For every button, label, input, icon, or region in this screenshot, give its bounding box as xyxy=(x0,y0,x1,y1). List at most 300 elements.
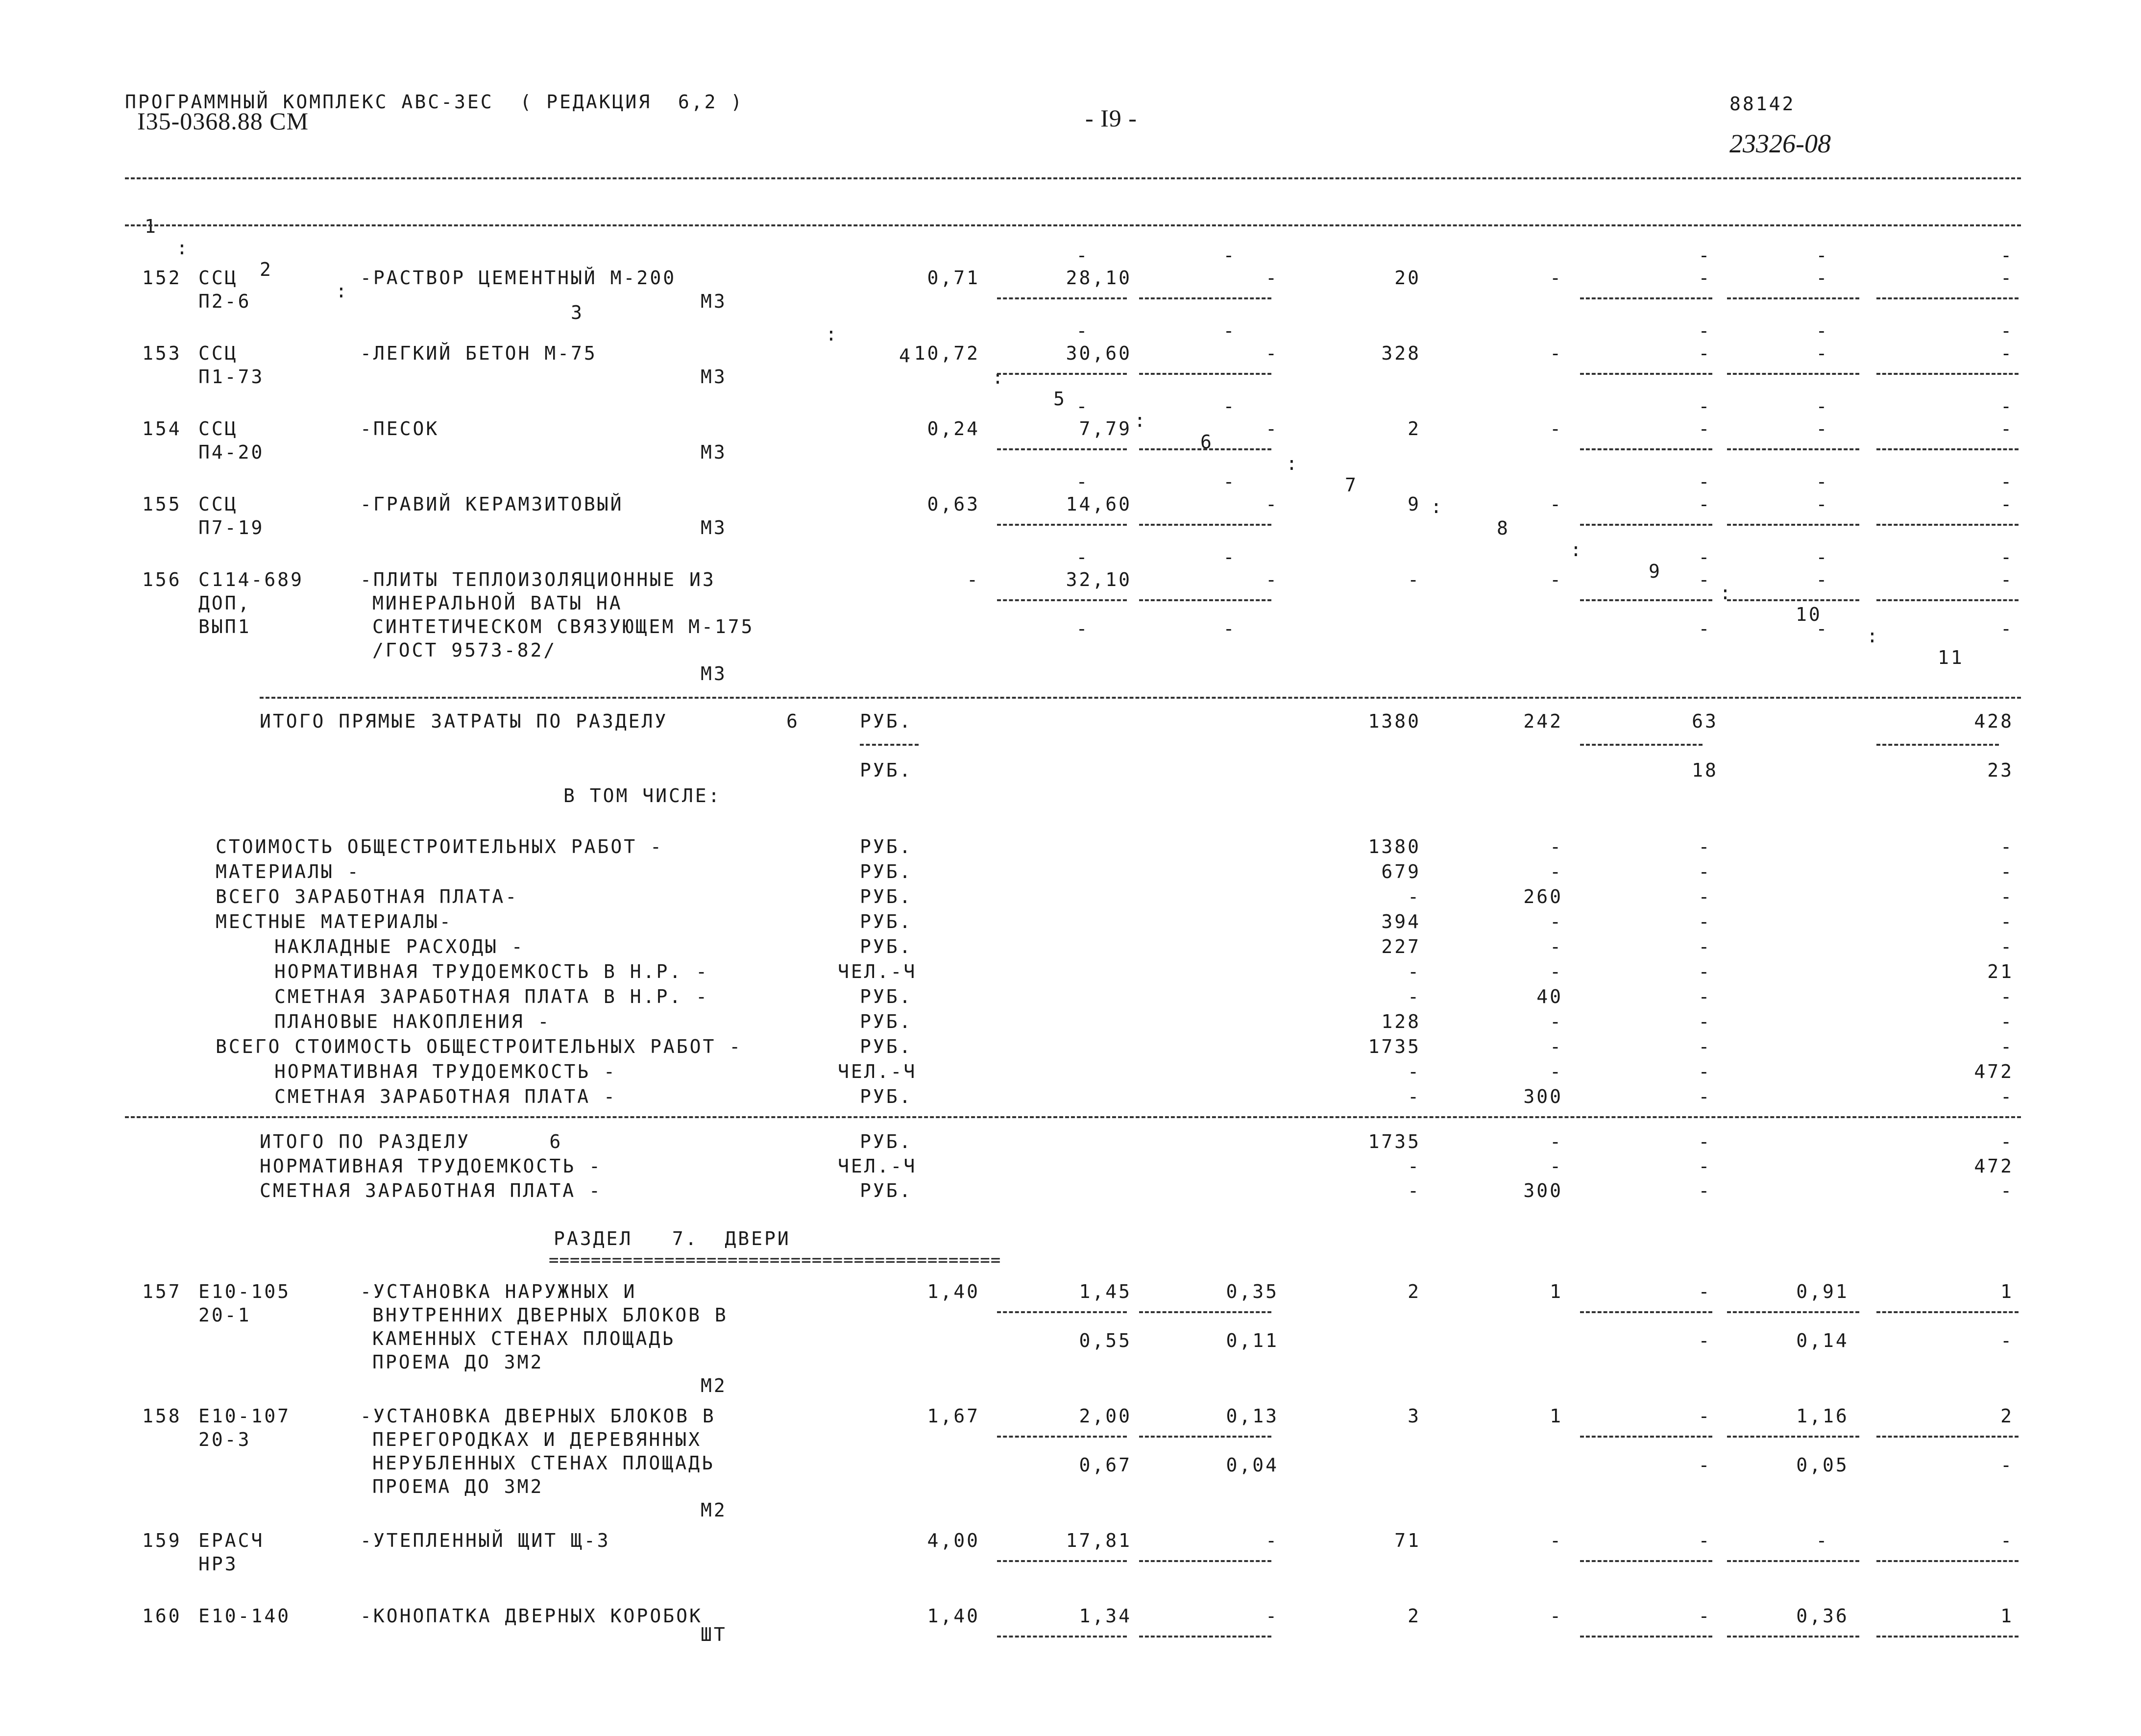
item-c7: - xyxy=(1408,569,1421,590)
cell-rule xyxy=(1876,1436,2019,1438)
col-4: 4 xyxy=(899,345,912,367)
item-number: 157 xyxy=(142,1281,182,1302)
top-mark: - xyxy=(2000,245,2014,266)
bottom-mark: - xyxy=(1698,618,1712,639)
col-1: 1 xyxy=(145,216,158,237)
item-description: /ГОСТ 9573-82/ xyxy=(372,639,557,661)
section-total-c11: - xyxy=(2000,1180,2014,1201)
item-c7: 20 xyxy=(1394,267,1421,289)
item-c4: 1,40 xyxy=(927,1281,980,1302)
item-description: -ПЕСОК xyxy=(360,418,439,440)
item-c10: - xyxy=(1816,493,1829,515)
item-c5: 1,34 xyxy=(1079,1605,1132,1627)
item-c9: - xyxy=(1698,1605,1712,1627)
cell-rule xyxy=(997,1636,1127,1638)
col-sep: : xyxy=(176,237,190,259)
totals-rule xyxy=(260,697,2021,699)
summary-c11: 21 xyxy=(1987,961,2014,982)
cell-rule xyxy=(1727,599,1859,601)
summary-c8: 40 xyxy=(1536,986,1563,1007)
item-c10b: 0,14 xyxy=(1796,1330,1849,1351)
item-c8: 1 xyxy=(1550,1281,1563,1302)
item-code: С114-689 xyxy=(198,569,304,590)
cell-rule xyxy=(997,373,1127,375)
item-code: ССЦ xyxy=(198,342,238,364)
item-c6: - xyxy=(1265,1605,1279,1627)
item-c4: - xyxy=(967,569,980,590)
item-unit: М3 xyxy=(701,441,727,463)
col-7: 7 xyxy=(1345,474,1358,496)
item-c5: 30,60 xyxy=(1066,342,1132,364)
section7-title: РАЗДЕЛ 7. ДВЕРИ xyxy=(554,1228,791,1249)
item-c6: - xyxy=(1265,493,1279,515)
item-c6: - xyxy=(1265,1530,1279,1551)
col-9: 9 xyxy=(1649,561,1662,582)
top-mark: - xyxy=(1816,245,1829,266)
summary-unit: РУБ. xyxy=(860,861,913,882)
col-sep: : xyxy=(1431,496,1444,517)
item-code: ССЦ xyxy=(198,267,238,289)
item-c11: 1 xyxy=(2000,1281,2014,1302)
top-mark: - xyxy=(1816,471,1829,492)
handwritten-number: 23326-08 xyxy=(1729,129,1831,158)
item-description: ПРОЕМА ДО 3М2 xyxy=(372,1476,544,1497)
item-number: 159 xyxy=(142,1530,182,1551)
item-c6b: 0,11 xyxy=(1226,1330,1279,1351)
summary-label: СТОИМОСТЬ ОБЩЕСТРОИТЕЛЬНЫХ РАБОТ - xyxy=(216,836,663,857)
item-c5b: 0,55 xyxy=(1079,1330,1132,1351)
item-description: ПРОЕМА ДО 3М2 xyxy=(372,1351,544,1373)
cell-rule xyxy=(997,524,1127,526)
section-total-c11: - xyxy=(2000,1131,2014,1152)
totals-unit: РУБ. xyxy=(860,710,913,732)
cell-rule xyxy=(1876,599,2019,601)
summary-c8: 260 xyxy=(1523,886,1563,907)
item-c4: 10,72 xyxy=(914,342,980,364)
item-c10: - xyxy=(1816,569,1829,590)
cell-rule xyxy=(1580,1636,1712,1638)
item-c11: - xyxy=(2000,267,2014,289)
summary-label: МАТЕРИАЛЫ - xyxy=(216,861,361,882)
item-code: П7-19 xyxy=(198,517,265,538)
section-total-unit: ЧЕЛ.-Ч xyxy=(838,1155,917,1177)
summary-c7: 1380 xyxy=(1368,836,1421,857)
col-sep: : xyxy=(1134,410,1147,431)
bottom-mark: - xyxy=(1223,618,1237,639)
col-sep: : xyxy=(1570,539,1583,561)
cell-rule xyxy=(1727,1560,1859,1562)
item-c10: 0,36 xyxy=(1796,1605,1849,1627)
summary-c7: 394 xyxy=(1381,911,1421,932)
item-c8: - xyxy=(1550,418,1563,440)
summary-label: СМЕТНАЯ ЗАРАБОТНАЯ ПЛАТА - xyxy=(274,1086,617,1107)
totals-c11b: 23 xyxy=(1987,759,2014,781)
summary-unit: РУБ. xyxy=(860,1036,913,1057)
cell-rule xyxy=(1139,1560,1271,1562)
item-c7: 9 xyxy=(1408,493,1421,515)
item-unit: М2 xyxy=(701,1499,727,1521)
program-title: ПРОГРАММНЫЙ КОМПЛЕКС АВС-ЗЕС ( РЕДАКЦИЯ 6,2 ) xyxy=(125,91,744,113)
item-code: 20-3 xyxy=(198,1429,251,1450)
cell-rule xyxy=(1139,373,1271,375)
summary-c9: - xyxy=(1698,961,1712,982)
cell-rule xyxy=(1580,373,1712,375)
col-11: 11 xyxy=(1938,647,1964,668)
item-c5: 1,45 xyxy=(1079,1281,1132,1302)
top-mark: - xyxy=(1698,546,1712,568)
bottom-mark: - xyxy=(2000,618,2014,639)
summary-c9: - xyxy=(1698,1086,1712,1107)
summary-unit: РУБ. xyxy=(860,886,913,907)
item-c9: - xyxy=(1698,267,1712,289)
item-c4: 1,67 xyxy=(927,1405,980,1427)
totals-c8: 242 xyxy=(1523,710,1563,732)
item-c11b: - xyxy=(2000,1330,2014,1351)
item-unit: М2 xyxy=(701,1375,727,1396)
item-code: НР3 xyxy=(198,1553,238,1575)
section-total-c8: - xyxy=(1550,1131,1563,1152)
item-unit: М3 xyxy=(701,366,727,388)
totals-c9b: 18 xyxy=(1692,759,1718,781)
item-description: -УСТАНОВКА НАРУЖНЫХ И xyxy=(360,1281,637,1302)
summary-unit: РУБ. xyxy=(860,836,913,857)
summary-c7: - xyxy=(1408,1061,1421,1082)
section-total-unit: РУБ. xyxy=(860,1131,913,1152)
summary-unit: РУБ. xyxy=(860,911,913,932)
cell-rule xyxy=(1876,1311,2019,1313)
summary-unit: РУБ. xyxy=(860,936,913,957)
item-c7: 2 xyxy=(1408,418,1421,440)
item-c11: - xyxy=(2000,569,2014,590)
item-description: -УСТАНОВКА ДВЕРНЫХ БЛОКОВ В xyxy=(360,1405,716,1427)
top-mark: - xyxy=(1698,471,1712,492)
cell-rule xyxy=(1580,1560,1712,1562)
item-c11: 1 xyxy=(2000,1605,2014,1627)
top-mark: - xyxy=(1223,395,1237,417)
item-c6: - xyxy=(1265,418,1279,440)
cell-rule xyxy=(1876,373,2019,375)
summary-c9: - xyxy=(1698,1036,1712,1057)
summary-label: ПЛАНОВЫЕ НАКОПЛЕНИЯ - xyxy=(274,1011,551,1032)
summary-c8: 300 xyxy=(1523,1086,1563,1107)
col-sep: : xyxy=(1720,582,1733,604)
col-6: 6 xyxy=(1200,431,1214,453)
col-10: 10 xyxy=(1796,604,1822,625)
top-mark: - xyxy=(1223,546,1237,568)
including-label: В ТОМ ЧИСЛЕ: xyxy=(563,785,722,807)
cell-rule xyxy=(1727,297,1859,299)
top-mark: - xyxy=(1076,546,1090,568)
item-c4: 0,24 xyxy=(927,418,980,440)
header-rule-bottom xyxy=(125,224,2021,226)
top-mark: - xyxy=(1076,395,1090,417)
item-c6: - xyxy=(1265,342,1279,364)
section-total-c7: - xyxy=(1408,1180,1421,1201)
cell-rule xyxy=(997,297,1127,299)
top-mark: - xyxy=(1698,245,1712,266)
item-number: 152 xyxy=(142,267,182,289)
top-mark: - xyxy=(2000,320,2014,342)
item-c5b: 0,67 xyxy=(1079,1454,1132,1476)
summary-label: ВСЕГО СТОИМОСТЬ ОБЩЕСТРОИТЕЛЬНЫХ РАБОТ - xyxy=(216,1036,743,1057)
summary-c9: - xyxy=(1698,1011,1712,1032)
cell-rule xyxy=(1727,448,1859,450)
top-mark: - xyxy=(1698,395,1712,417)
summary-label: НАКЛАДНЫЕ РАСХОДЫ - xyxy=(274,936,525,957)
item-c7: 3 xyxy=(1408,1405,1421,1427)
item-c5: 28,10 xyxy=(1066,267,1132,289)
top-mark: - xyxy=(1698,320,1712,342)
top-mark: - xyxy=(1816,546,1829,568)
item-code: Е10-140 xyxy=(198,1605,291,1627)
section-total-c9: - xyxy=(1698,1180,1712,1201)
cell-rule xyxy=(997,1311,1127,1313)
item-c5: 32,10 xyxy=(1066,569,1132,590)
top-mark: - xyxy=(2000,546,2014,568)
cell-rule xyxy=(1139,1311,1271,1313)
item-c10: 0,91 xyxy=(1796,1281,1849,1302)
top-mark: - xyxy=(1076,245,1090,266)
item-unit: М3 xyxy=(701,517,727,538)
item-c9: - xyxy=(1698,1405,1712,1427)
summary-c11: - xyxy=(2000,861,2014,882)
item-c6b: 0,04 xyxy=(1226,1454,1279,1476)
item-c8: - xyxy=(1550,1530,1563,1551)
summary-unit: ЧЕЛ.-Ч xyxy=(838,961,917,982)
summary-c7: 679 xyxy=(1381,861,1421,882)
item-description: -РАСТВОР ЦЕМЕНТНЫЙ М-200 xyxy=(360,267,677,289)
col-5: 5 xyxy=(1053,388,1067,410)
totals-unit-dash xyxy=(860,744,919,746)
item-unit: М3 xyxy=(701,291,727,312)
summary-c7: - xyxy=(1408,961,1421,982)
cell-rule xyxy=(997,1560,1127,1562)
item-c11: - xyxy=(2000,1530,2014,1551)
cell-rule xyxy=(1876,524,2019,526)
section-total-c9: - xyxy=(1698,1131,1712,1152)
summary-c11: - xyxy=(2000,936,2014,957)
summary-c8: - xyxy=(1550,936,1563,957)
item-c7: 328 xyxy=(1381,342,1421,364)
item-c4: 1,40 xyxy=(927,1605,980,1627)
item-c4: 0,71 xyxy=(927,267,980,289)
summary-label: НОРМАТИВНАЯ ТРУДОЕМКОСТЬ В Н.Р. - xyxy=(274,961,709,982)
item-c8: - xyxy=(1550,342,1563,364)
item-c10: - xyxy=(1816,267,1829,289)
col-sep: : xyxy=(1867,625,1880,647)
section-total-label: СМЕТНАЯ ЗАРАБОТНАЯ ПЛАТА - xyxy=(260,1180,602,1201)
totals-label: ИТОГО ПРЯМЫЕ ЗАТРАТЫ ПО РАЗДЕЛУ xyxy=(260,710,668,732)
document-number: 88142 xyxy=(1729,93,1796,115)
col-sep: : xyxy=(1286,453,1299,474)
summary-c11: 472 xyxy=(1974,1061,2014,1082)
summary-c11: - xyxy=(2000,1086,2014,1107)
item-c11: - xyxy=(2000,418,2014,440)
item-c11: - xyxy=(2000,342,2014,364)
summary-label: ВСЕГО ЗАРАБОТНАЯ ПЛАТА- xyxy=(216,886,519,907)
col-3: 3 xyxy=(571,302,584,323)
cell-rule xyxy=(1139,524,1271,526)
summary-c9: - xyxy=(1698,911,1712,932)
item-description: -ЛЕГКИЙ БЕТОН М-75 xyxy=(360,342,597,364)
summary-c11: - xyxy=(2000,911,2014,932)
item-number: 153 xyxy=(142,342,182,364)
cell-rule xyxy=(1727,1636,1859,1638)
summary-c7: 227 xyxy=(1381,936,1421,957)
section7-underline: =========================================== xyxy=(549,1250,1001,1270)
summary-c11: - xyxy=(2000,1036,2014,1057)
summary-c9: - xyxy=(1698,836,1712,857)
item-number: 155 xyxy=(142,493,182,515)
item-c6: 0,35 xyxy=(1226,1281,1279,1302)
totals-c11-dash xyxy=(1876,744,1999,746)
totals-unit2: РУБ. xyxy=(860,759,913,781)
summary-rule xyxy=(125,1116,2021,1118)
item-c10: - xyxy=(1816,342,1829,364)
item-c9: - xyxy=(1698,493,1712,515)
summary-c11: - xyxy=(2000,836,2014,857)
item-c8: - xyxy=(1550,267,1563,289)
section-total-c9: - xyxy=(1698,1155,1712,1177)
cell-rule xyxy=(1139,599,1271,601)
top-mark: - xyxy=(1076,471,1090,492)
top-mark: - xyxy=(1223,320,1237,342)
item-description: СИНТЕТИЧЕСКОМ СВЯЗУЮЩЕМ М-175 xyxy=(372,616,754,637)
cell-rule xyxy=(1580,1311,1712,1313)
document-code: I35-0368.88 СМ xyxy=(137,107,309,135)
col-sep: : xyxy=(336,280,349,302)
item-code: ДОП, xyxy=(198,592,251,614)
cell-rule xyxy=(1139,448,1271,450)
item-c5: 14,60 xyxy=(1066,493,1132,515)
summary-c7: - xyxy=(1408,886,1421,907)
item-c5: 17,81 xyxy=(1066,1530,1132,1551)
totals-section: 6 xyxy=(786,710,800,732)
summary-unit: РУБ. xyxy=(860,986,913,1007)
cell-rule xyxy=(997,448,1127,450)
summary-c11: - xyxy=(2000,986,2014,1007)
item-c7: 71 xyxy=(1394,1530,1421,1551)
summary-c7: - xyxy=(1408,1086,1421,1107)
summary-c8: - xyxy=(1550,836,1563,857)
item-c8: - xyxy=(1550,493,1563,515)
item-c11: 2 xyxy=(2000,1405,2014,1427)
item-number: 154 xyxy=(142,418,182,440)
item-code: 20-1 xyxy=(198,1304,251,1326)
summary-unit: РУБ. xyxy=(860,1086,913,1107)
cell-rule xyxy=(1580,297,1712,299)
item-description: -ГРАВИЙ КЕРАМЗИТОВЫЙ xyxy=(360,493,624,515)
header-rule-top xyxy=(125,177,2021,179)
totals-c11: 428 xyxy=(1974,710,2014,732)
col-2: 2 xyxy=(260,259,273,280)
section-total-c7: 1735 xyxy=(1368,1131,1421,1152)
cell-rule xyxy=(1139,1436,1271,1438)
col-sep: : xyxy=(992,367,1005,388)
totals-c9-dash xyxy=(1580,744,1703,746)
item-c11b: - xyxy=(2000,1454,2014,1476)
col-8: 8 xyxy=(1497,517,1510,539)
cell-rule xyxy=(1876,1560,2019,1562)
summary-label: СМЕТНАЯ ЗАРАБОТНАЯ ПЛАТА В Н.Р. - xyxy=(274,986,709,1007)
summary-label: МЕСТНЫЕ МАТЕРИАЛЫ- xyxy=(216,911,453,932)
item-unit: М3 xyxy=(701,663,727,685)
item-number: 158 xyxy=(142,1405,182,1427)
summary-c9: - xyxy=(1698,861,1712,882)
item-code: П4-20 xyxy=(198,441,265,463)
item-c6: 0,13 xyxy=(1226,1405,1279,1427)
section-total-c11: 472 xyxy=(1974,1155,2014,1177)
item-c8: - xyxy=(1550,1605,1563,1627)
item-c10: - xyxy=(1816,418,1829,440)
item-code: П1-73 xyxy=(198,366,265,388)
item-code: ВЫП1 xyxy=(198,616,251,637)
item-c5: 7,79 xyxy=(1079,418,1132,440)
item-c8: - xyxy=(1550,569,1563,590)
item-c6: - xyxy=(1265,569,1279,590)
cell-rule xyxy=(1580,524,1712,526)
cell-rule xyxy=(997,1436,1127,1438)
item-code: ССЦ xyxy=(198,493,238,515)
item-description: -ПЛИТЫ ТЕПЛОИЗОЛЯЦИОННЫЕ ИЗ xyxy=(360,569,716,590)
summary-c8: - xyxy=(1550,911,1563,932)
bottom-mark: - xyxy=(1816,618,1829,639)
item-c7: 2 xyxy=(1408,1281,1421,1302)
page-number: - I9 - xyxy=(1085,104,1137,132)
top-mark: - xyxy=(2000,471,2014,492)
item-c9: - xyxy=(1698,1281,1712,1302)
item-c5: 2,00 xyxy=(1079,1405,1132,1427)
summary-c8: - xyxy=(1550,1011,1563,1032)
top-mark: - xyxy=(1223,245,1237,266)
item-c9: - xyxy=(1698,569,1712,590)
item-description: КАМЕННЫХ СТЕНАХ ПЛОЩАДЬ xyxy=(372,1328,676,1349)
item-c9: - xyxy=(1698,1530,1712,1551)
cell-rule xyxy=(1876,297,2019,299)
summary-c9: - xyxy=(1698,1061,1712,1082)
section-total-unit: РУБ. xyxy=(860,1180,913,1201)
item-c9: - xyxy=(1698,342,1712,364)
item-description: ВНУТРЕННИХ ДВЕРНЫХ БЛОКОВ В xyxy=(372,1304,728,1326)
summary-label: НОРМАТИВНАЯ ТРУДОЕМКОСТЬ - xyxy=(274,1061,617,1082)
item-description: ПЕРЕГОРОДКАХ И ДЕРЕВЯННЫХ xyxy=(372,1429,702,1450)
item-code: ЕРАСЧ xyxy=(198,1530,265,1551)
section-total-label: ИТОГО ПО РАЗДЕЛУ 6 xyxy=(260,1131,563,1152)
item-number: 156 xyxy=(142,569,182,590)
cell-rule xyxy=(1727,1311,1859,1313)
cell-rule xyxy=(1580,599,1712,601)
item-c9b: - xyxy=(1698,1454,1712,1476)
totals-c9: 63 xyxy=(1692,710,1718,732)
cell-rule xyxy=(1139,1636,1271,1638)
cell-rule xyxy=(1139,297,1271,299)
item-c9b: - xyxy=(1698,1330,1712,1351)
item-c8: 1 xyxy=(1550,1405,1563,1427)
cell-rule xyxy=(1727,524,1859,526)
item-c10: - xyxy=(1816,1530,1829,1551)
section-total-c8: 300 xyxy=(1523,1180,1563,1201)
item-unit: ШТ xyxy=(701,1624,727,1645)
summary-c11: - xyxy=(2000,886,2014,907)
summary-c9: - xyxy=(1698,986,1712,1007)
item-code: Е10-105 xyxy=(198,1281,291,1302)
summary-c7: 1735 xyxy=(1368,1036,1421,1057)
bottom-mark: - xyxy=(1076,618,1090,639)
item-description: -КОНОПАТКА ДВЕРНЫХ КОРОБОК xyxy=(360,1605,703,1627)
summary-unit: ЧЕЛ.-Ч xyxy=(838,1061,917,1082)
summary-c9: - xyxy=(1698,936,1712,957)
cell-rule xyxy=(1580,1436,1712,1438)
